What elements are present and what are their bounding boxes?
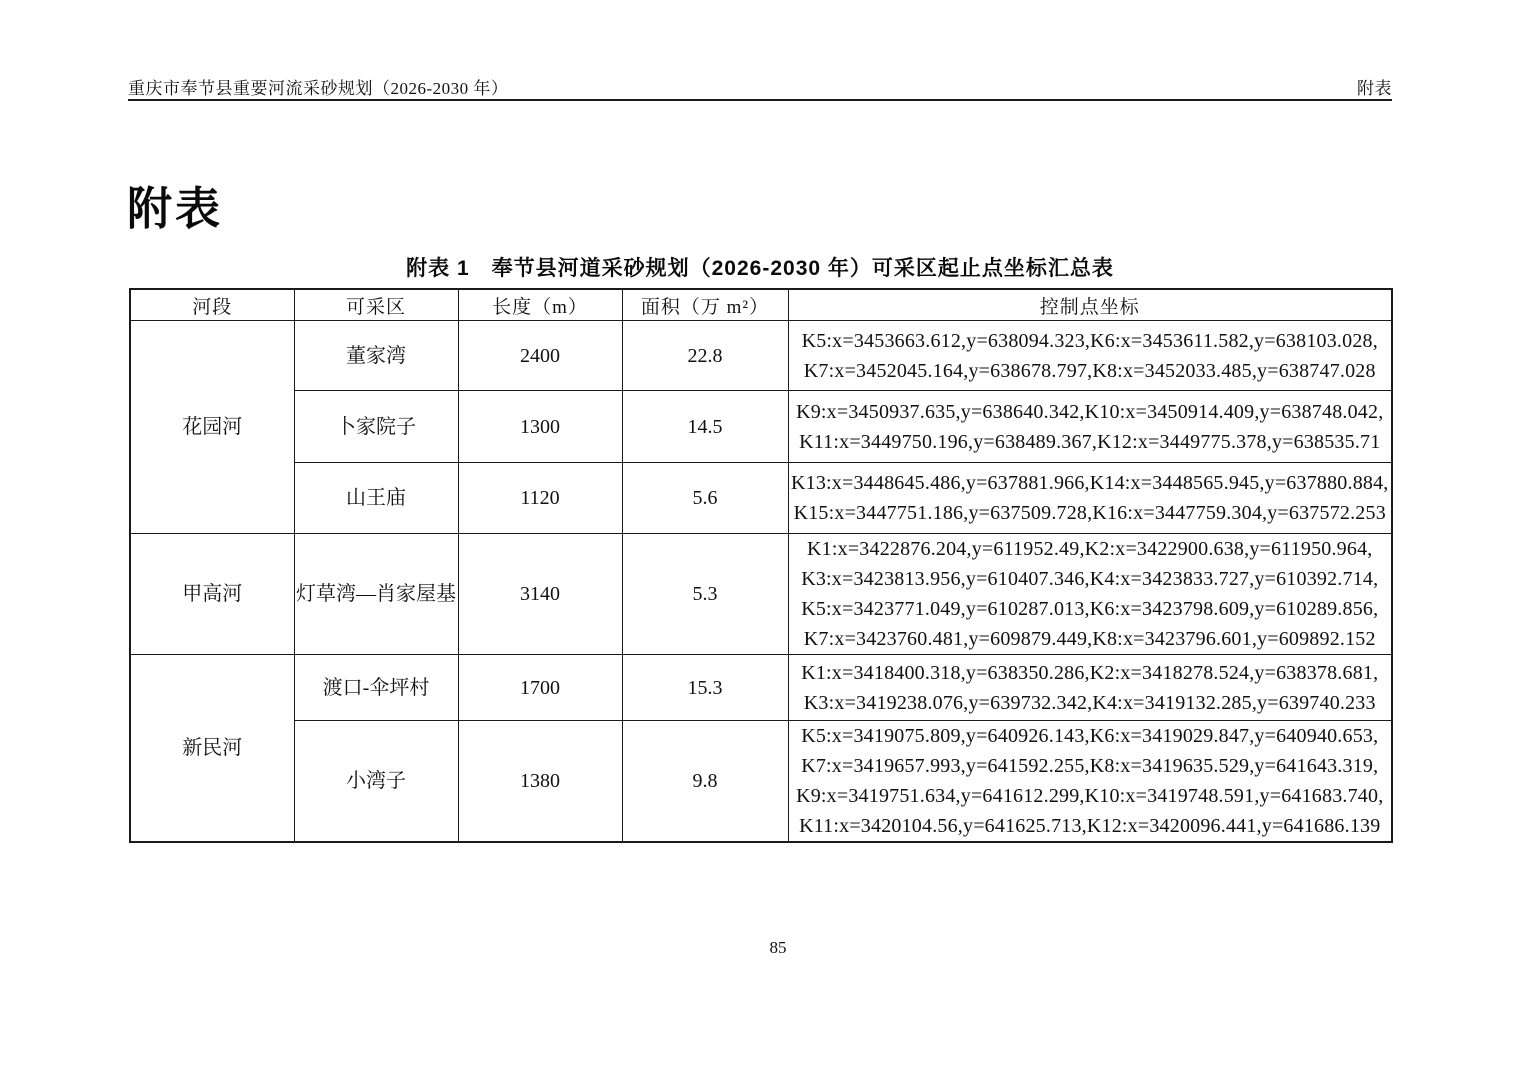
table-header-row <box>130 289 1392 321</box>
table-row <box>130 391 1392 463</box>
table-row <box>130 721 1392 843</box>
running-header-right-text: 附表 <box>1357 79 1392 98</box>
coords-cell <box>788 391 1392 463</box>
area-cell: 5.3 <box>622 534 788 655</box>
running-header <box>128 74 1392 99</box>
area-cell: 22.8 <box>622 321 788 391</box>
coords-cell <box>788 721 1392 843</box>
river-cell: 甲高河 <box>130 534 294 655</box>
coord-line: K7:x=3419657.993,y=641592.255,K8:x=3419635.529,y=641643.319, <box>801 755 1379 777</box>
coord-line: K13:x=3448645.486,y=637881.966,K14:x=3448565.945,y=637880.884, <box>790 472 1389 494</box>
zone-cell: 小湾子 <box>294 721 458 843</box>
header-divider-rule <box>128 99 1392 101</box>
coord-line: K9:x=3450937.635,y=638640.342,K10:x=3450914.409,y=638748.042, <box>796 400 1384 423</box>
area-cell: 9.8 <box>622 721 788 843</box>
mining-zone-coordinates-table <box>129 288 1393 843</box>
col-header-coordinates: 控制点坐标 <box>788 289 1392 321</box>
length-cell: 1120 <box>458 463 622 534</box>
zone-cell: 渡口-伞坪村 <box>294 655 458 721</box>
area-cell: 5.6 <box>622 463 788 534</box>
area-cell: 15.3 <box>622 655 788 721</box>
section-heading: 附表 <box>127 183 224 234</box>
length-cell: 2400 <box>458 321 622 391</box>
table-row <box>130 534 1392 655</box>
table-header <box>130 289 1392 321</box>
coord-line: K5:x=3419075.809,y=640926.143,K6:x=3419029.847,y=640940.653, <box>801 725 1379 747</box>
zone-cell: 灯草湾—肖家屋基 <box>294 534 458 655</box>
coord-line: K5:x=3453663.612,y=638094.323,K6:x=3453611.582,y=638103.028, <box>801 329 1378 352</box>
length-cell: 1380 <box>458 721 622 843</box>
coord-line: K7:x=3452045.164,y=638678.797,K8:x=3452033.485,y=638747.028 <box>803 359 1376 382</box>
table-row <box>130 321 1392 391</box>
zone-cell: 董家湾 <box>294 321 458 391</box>
coord-line: K3:x=3419238.076,y=639732.342,K4:x=3419132.285,y=639740.233 <box>803 691 1376 714</box>
col-header-length: 长度（m） <box>458 289 622 321</box>
river-cell: 花园河 <box>130 321 294 534</box>
area-cell: 14.5 <box>622 391 788 463</box>
coords-cell <box>788 463 1392 534</box>
coords-cell <box>788 534 1392 655</box>
coord-line: K11:x=3420104.56,y=641625.713,K12:x=3420096.441,y=641686.139 <box>799 815 1381 837</box>
coord-line: K5:x=3423771.049,y=610287.013,K6:x=3423798.609,y=610289.856, <box>801 598 1379 620</box>
col-header-zone: 可采区 <box>294 289 458 321</box>
page-number: 85 <box>769 938 787 957</box>
coord-line: K1:x=3418400.318,y=638350.286,K2:x=3418278.524,y=638378.681, <box>801 661 1379 684</box>
table-row <box>130 463 1392 534</box>
col-header-river: 河段 <box>130 289 294 321</box>
coord-line: K11:x=3449750.196,y=638489.367,K12:x=3449775.378,y=638535.71 <box>799 430 1381 453</box>
coord-line: K15:x=3447751.186,y=637509.728,K16:x=3447759.304,y=637572.253 <box>793 502 1386 524</box>
coords-cell <box>788 321 1392 391</box>
table-title: 附表 1 奉节县河道采砂规划（2026-2030 年）可采区起止点坐标汇总表 <box>406 257 1114 280</box>
river-cell: 新民河 <box>130 655 294 843</box>
running-header-left-text: 重庆市奉节县重要河流采砂规划（2026-2030 年） <box>128 79 509 98</box>
coord-line: K7:x=3423760.481,y=609879.449,K8:x=3423796.601,y=609892.152 <box>803 628 1376 650</box>
zone-cell: 卜家院子 <box>294 391 458 463</box>
length-cell: 1700 <box>458 655 622 721</box>
col-header-area: 面积（万 m²） <box>622 289 788 321</box>
table-row <box>130 655 1392 721</box>
length-cell: 3140 <box>458 534 622 655</box>
table-body <box>130 321 1392 843</box>
length-cell: 1300 <box>458 391 622 463</box>
zone-cell: 山王庙 <box>294 463 458 534</box>
coord-line: K3:x=3423813.956,y=610407.346,K4:x=3423833.727,y=610392.714, <box>801 568 1379 590</box>
coords-cell <box>788 655 1392 721</box>
coord-line: K9:x=3419751.634,y=641612.299,K10:x=3419748.591,y=641683.740, <box>796 785 1384 807</box>
coord-line: K1:x=3422876.204,y=611952.49,K2:x=3422900.638,y=611950.964, <box>807 538 1373 560</box>
